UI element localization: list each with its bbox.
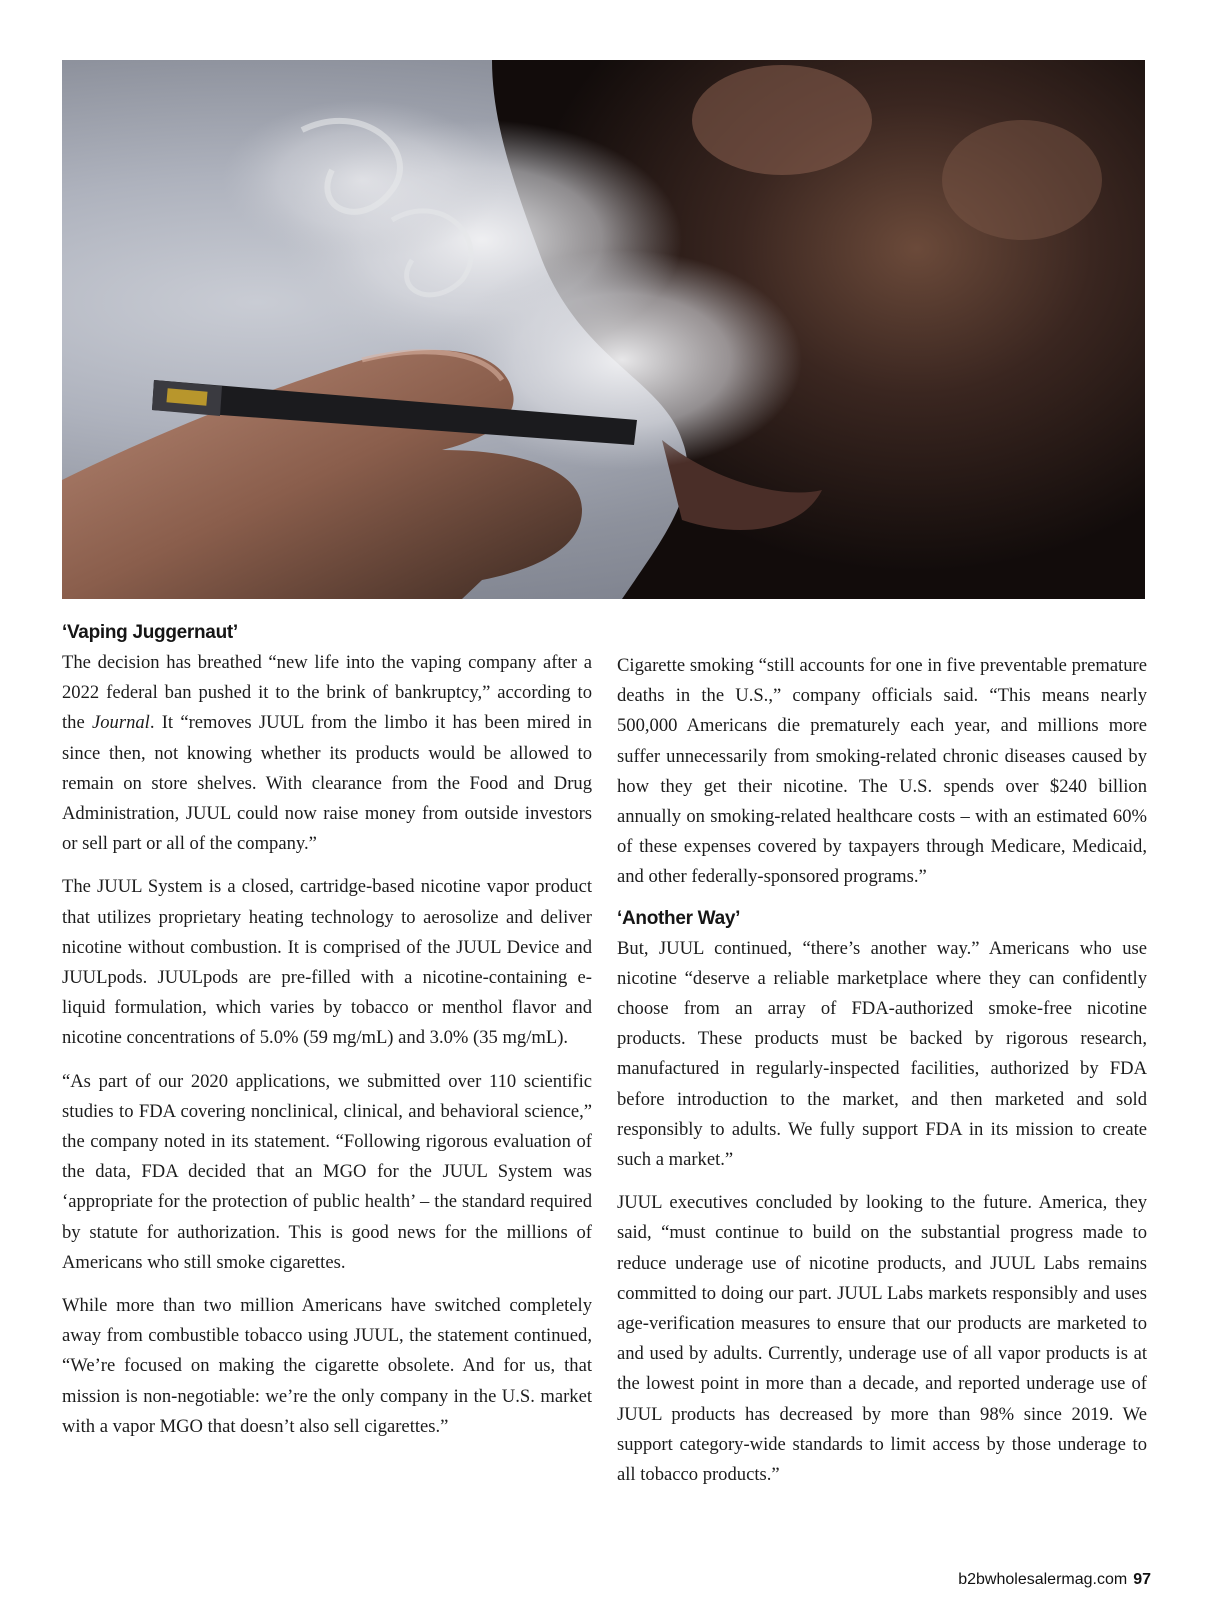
left-column xyxy=(62,620,592,1455)
paragraph: The decision has breathed “new life into the vaping company after a 2022 federal ban pushed it to the brink of bankruptcy,” according to the Journal. It “removes JUUL from the limbo it has been mired in since then, not knowing whether its products would be allowed to remain on store shelves. With clearance from the Food and Drug Administration, JUUL could now raise money from outside investors or sell part or all of the company.” xyxy=(62,652,592,855)
footer-site: b2bwholesalermag.com xyxy=(958,1571,1128,1588)
paragraph: But, JUUL continued, “there’s another way.” Americans who use nicotine “deserve a reliable marketplace where they can confidently choose from an array of FDA-authorized smoke-free nicotine products. These products must be backed by rigorous research, manufactured in regularly-inspected facilities, authorized by FDA before introduction to the market, and then marketed and sold responsibly to adults. We fully support FDA in its mission to create such a market.” xyxy=(617,937,1147,1171)
page-footer xyxy=(958,1571,1151,1589)
right-column xyxy=(617,651,1147,1503)
paragraph: “As part of our 2020 applications, we submitted over 110 scientific studies to FDA covering nonclinical, clinical, and behavioral science,” the company noted in its statement. “Following rigorous evaluation of the data, FDA decided that an MGO for the JUUL System was ‘appropriate for the protection of public health’ – the standard required by statute for authorization. This is good news for the millions of Americans who still smoke cigarettes. xyxy=(62,1070,592,1273)
article-photo xyxy=(62,60,1145,599)
section-heading-another-way: ‘Another Way’ xyxy=(617,907,741,929)
paragraph: Cigarette smoking “still accounts for one in five preventable premature deaths in the U.S.,” company officials said. “This means nearly 500,000 Americans die prematurely each year, and millions more suffer unnecessarily from smoking-related chronic diseases caused by how they get their nicotine. The U.S. spends over $240 billion annually on smoking-related healthcare costs – with an estimated 60% of these expenses covered by taxpayers through Medicare, Medicaid, and other federally-sponsored programs.” xyxy=(617,655,1147,888)
paragraph: While more than two million Americans have switched completely away from combustible tobacco using JUUL, the statement continued, “We’re focused on making the cigarette obsolete. And for us, that mission is non-negotiable: we’re the only company in the U.S. market with a vapor MGO that doesn’t also sell cigarettes.” xyxy=(62,1295,592,1437)
vaping-person-illustration xyxy=(62,60,1145,599)
page-number: 97 xyxy=(1133,1571,1151,1588)
section-heading-vaping-juggernaut: ‘Vaping Juggernaut’ xyxy=(62,622,238,643)
paragraph: The JUUL System is a closed, cartridge-based nicotine vapor product that utilizes proprietary heating technology to aerosolize and deliver nicotine without combustion. It is comprised of the JUUL Device and JUULpods. JUULpods are pre-filled with a nicotine-containing e-liquid formulation, which varies by tobacco or menthol flavor and nicotine concentrations of 5.0% (59 mg/mL) and 3.0% (35 mg/mL). xyxy=(62,876,592,1049)
paragraph: JUUL executives concluded by looking to the future. America, they said, “must continue to build on the substantial progress made to reduce underage use of nicotine products, and JUUL Labs remains committed to doing our part. JUUL Labs markets responsibly and uses age-verification measures to ensure that our products are marketed to and used by adults. Currently, underage use of all vapor products is at the lowest point in more than a decade, and reported underage use of JUUL products has decreased by more than 98% since 2019. We support category-wide standards to limit access by those underage to all tobacco products.” xyxy=(617,1192,1147,1486)
